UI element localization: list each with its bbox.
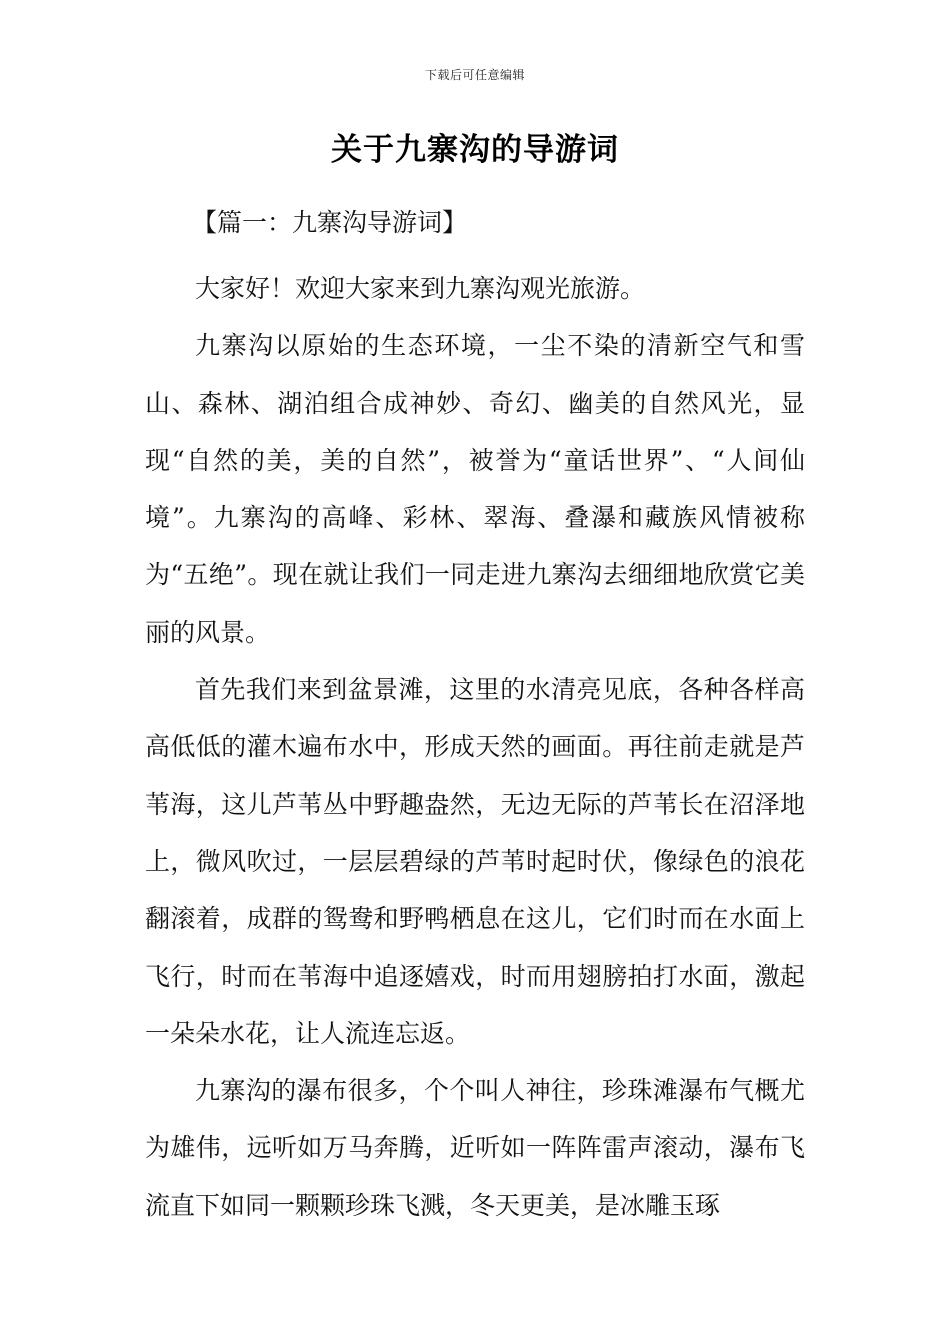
paragraph-reed-sea: 首先我们来到盆景滩，这里的水清亮见底，各种各样高高低低的灌木遍布水中，形成天然的画面。再往前走就是芦苇海，这儿芦苇丛中野趣盎然，无边无际的芦苇长在沼泽地上，微风吹过，一层层碧绿的芦苇时起时伏，像绿色的浪花翻滚着，成群的鸳鸯和野鸭栖息在这儿，它们时而在水面上飞行，时而在苇海中追逐嬉戏，时而用翅膀拍打水面，激起一朵朵水花，让人流连忘返。 [145, 675, 805, 1048]
section-heading: 【篇一：九寨沟导游词】 [192, 208, 468, 237]
paragraph-greeting: 大家好！欢迎大家来到九寨沟观光旅游。 [195, 274, 646, 303]
header-note: 下载后可任意编辑 [424, 68, 525, 82]
paragraph-overview: 九寨沟以原始的生态环境，一尘不染的清新空气和雪山、森林、湖泊组合成神妙、奇幻、幽美的自然风光，显现“自然的美，美的自然”，被誉为“童话世界”、“人间仙境”。九寨沟的高峰、彩林、翠海、叠瀑和藏族风情被称为“五绝”。现在就让我们一同走进九寨沟去细细地欣赏它美丽的风景。 [145, 331, 805, 647]
paragraph-waterfalls: 九寨沟的瀑布很多，个个叫人神往，珍珠滩瀑布气概尤为雄伟，远听如万马奔腾，近听如一阵阵雷声滚动，瀑布飞流直下如同一颗颗珍珠飞溅，冬天更美，是冰雕玉琢 [145, 1076, 805, 1220]
document-body [145, 260, 805, 1234]
document-title: 关于九寨沟的导游词 [331, 132, 619, 168]
